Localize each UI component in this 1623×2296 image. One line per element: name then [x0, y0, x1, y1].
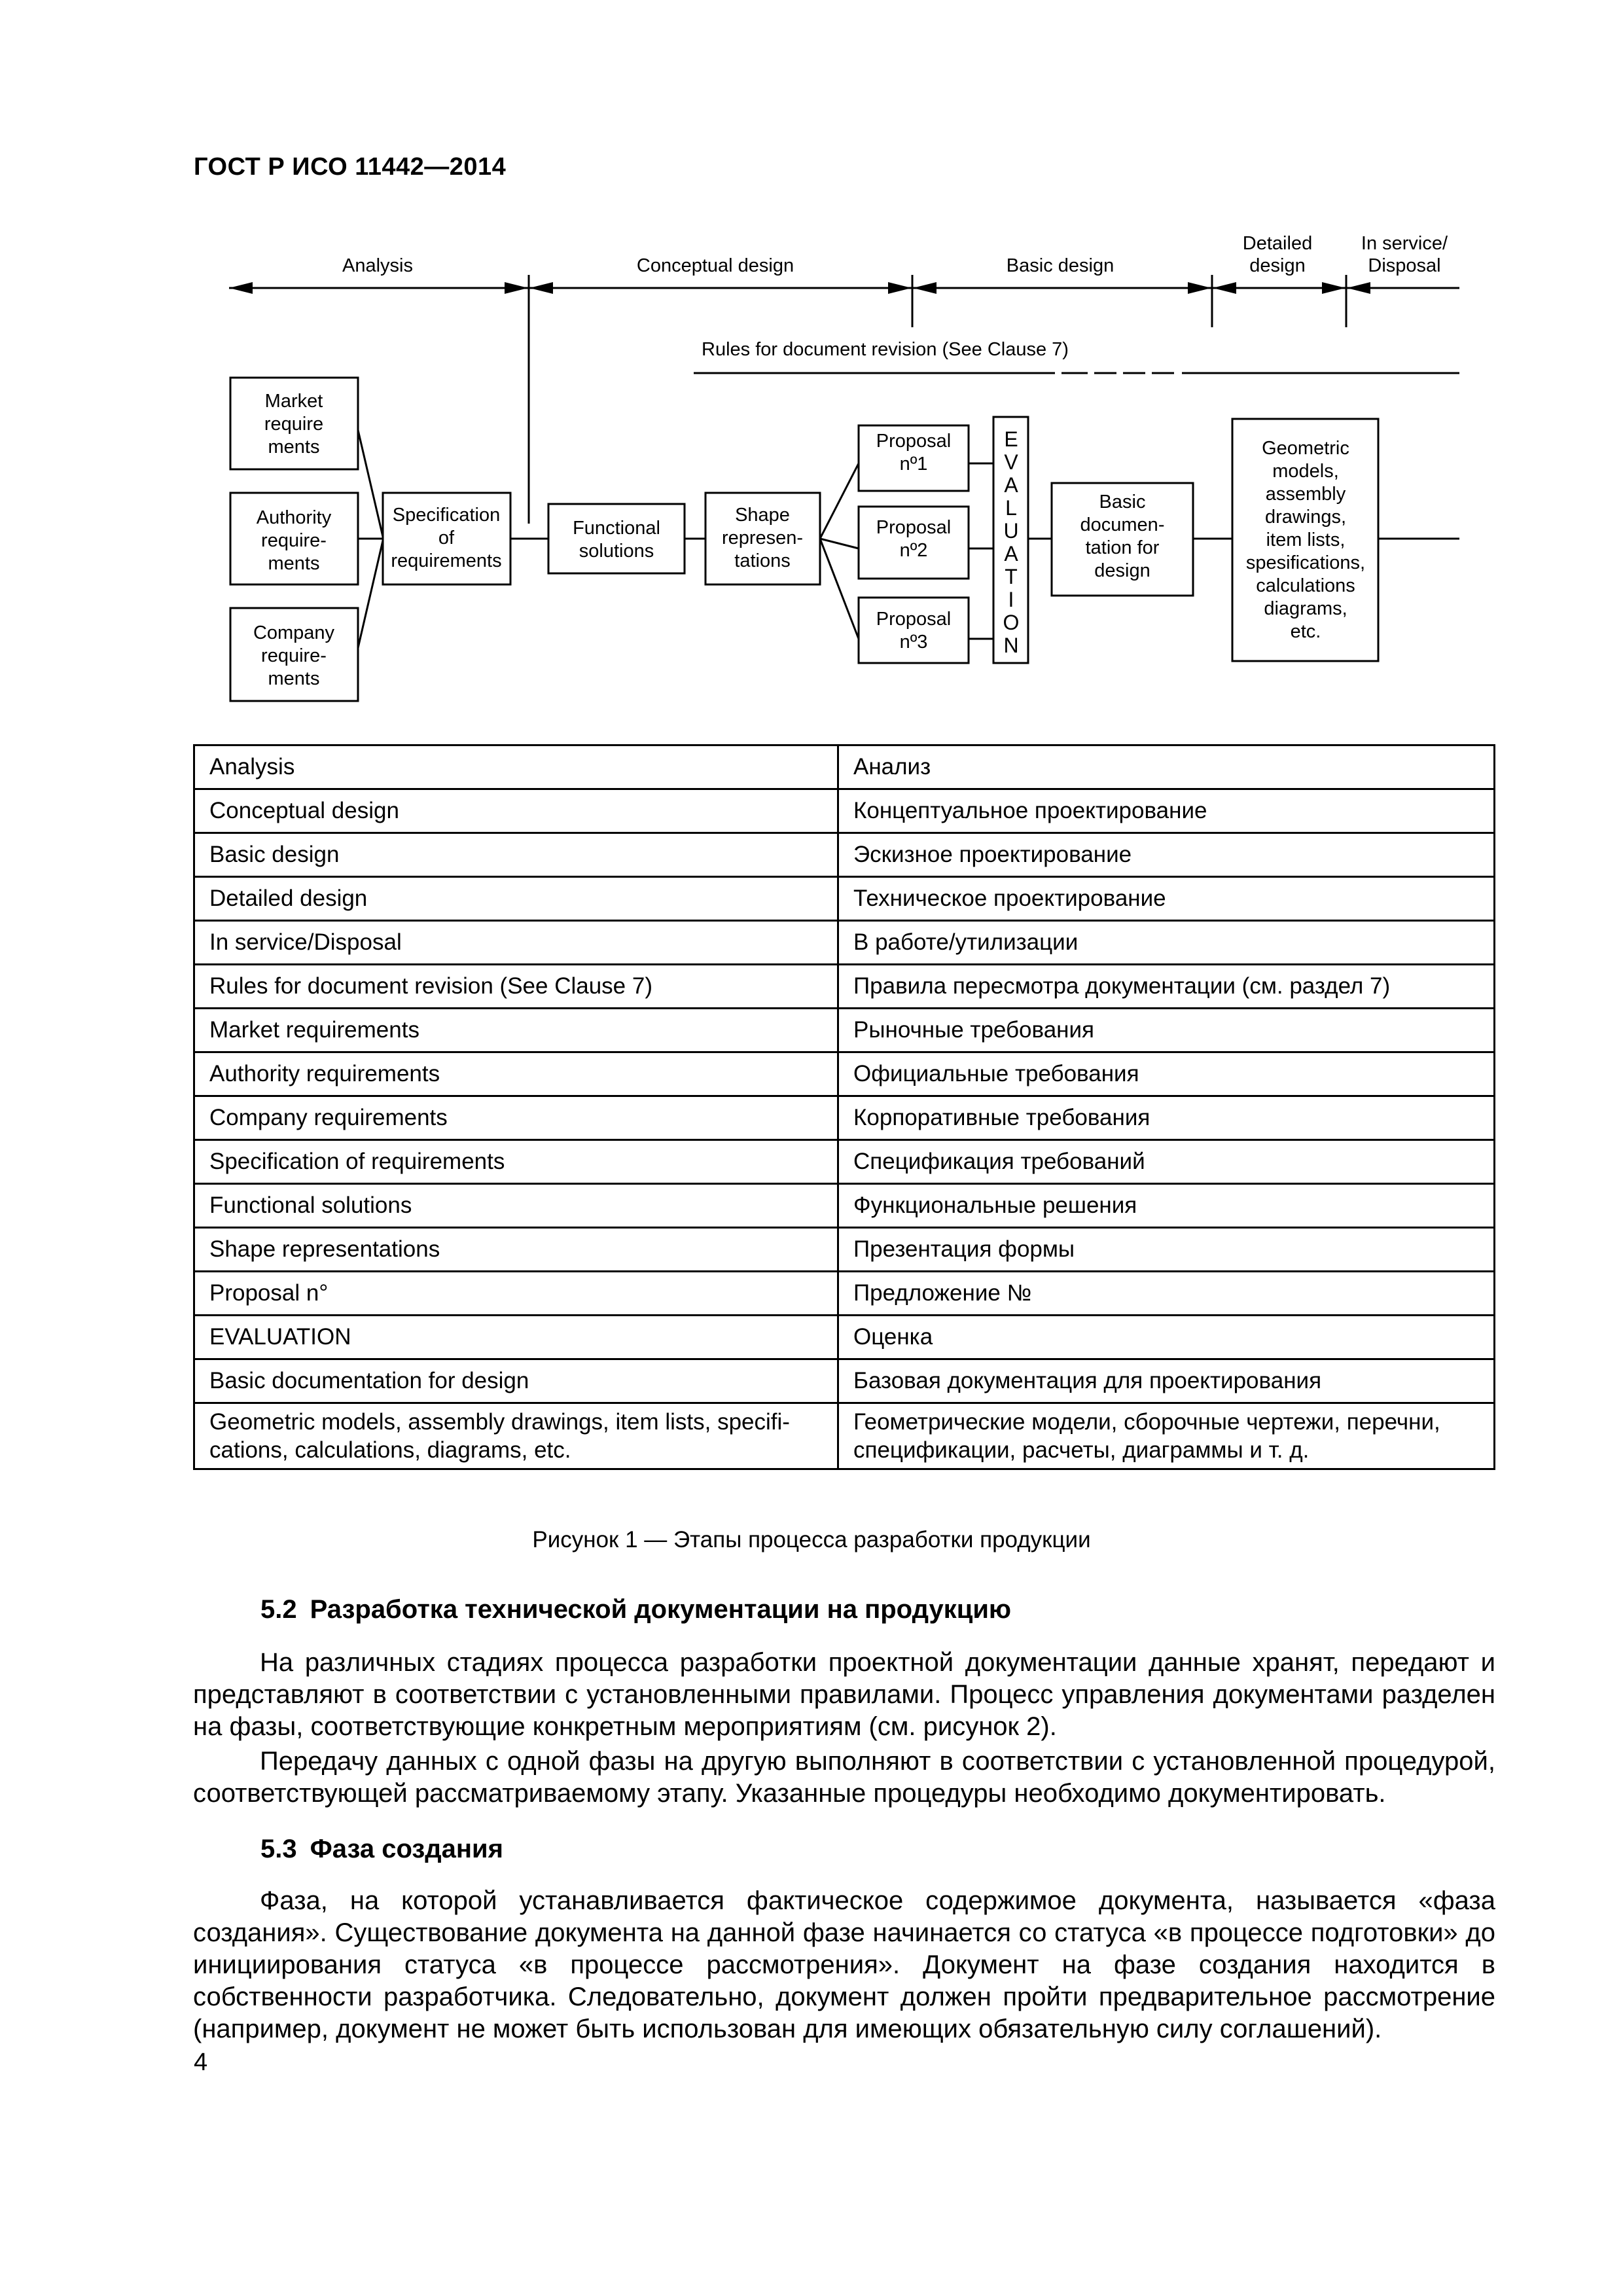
table-row — [194, 877, 1495, 921]
table-row — [194, 965, 1495, 1009]
authority-line2: require- — [261, 530, 327, 551]
evaluation-letter: E — [1004, 427, 1018, 451]
geometric-line9: etc. — [1290, 621, 1321, 642]
shape-line2: represen- — [721, 528, 804, 548]
table-cell-ru: Функциональные решения — [838, 1184, 1495, 1228]
table-cell-ru: Концептуальное проектирование — [838, 789, 1495, 833]
document-header: ГОСТ Р ИСО 11442—2014 — [194, 153, 507, 181]
table-cell-en: Authority requirements — [194, 1052, 838, 1096]
table-row — [194, 1228, 1495, 1272]
evaluation-letter: A — [1004, 542, 1018, 565]
evaluation-letter: U — [1003, 519, 1019, 543]
table-cell-en: In service/Disposal — [194, 921, 838, 965]
section-5-2-heading — [260, 1595, 1024, 1624]
geometric-line4: drawings, — [1264, 507, 1347, 528]
table-row — [194, 1359, 1495, 1403]
geometric-line3: assembly — [1265, 484, 1346, 505]
shape-line1: Shape — [735, 505, 790, 526]
table-row — [194, 745, 1495, 789]
table-cell-en: Rules for document revision (See Clause 7) — [194, 965, 838, 1009]
table-cell-ru: Корпоративные требования — [838, 1096, 1495, 1140]
company-line2: require- — [261, 645, 327, 666]
market-line1: Market — [264, 391, 323, 412]
table-cell-en: Analysis — [194, 745, 838, 789]
table-cell-ru: Правила пересмотра документации (см. раздел 7) — [838, 965, 1495, 1009]
functional-solutions-box — [548, 504, 685, 573]
table-cell-en: Market requirements — [194, 1009, 838, 1052]
section-title: Фаза создания — [310, 1835, 503, 1863]
table-cell-en: Proposal n° — [194, 1272, 838, 1316]
table-row — [194, 1184, 1495, 1228]
phase-conceptual-label: Conceptual design — [636, 255, 794, 276]
evaluation-letter: I — [1008, 588, 1014, 611]
table-cell-en: Basic design — [194, 833, 838, 877]
basic-doc-line3: tation for — [1085, 537, 1160, 558]
proposal2-line1: Proposal — [876, 517, 952, 538]
basic-doc-line2: documen- — [1080, 514, 1165, 535]
geometric-line7: calculations — [1256, 575, 1355, 596]
table-cell-ru: Геометрические модели, сборочные чертежи, перечни, спецификации, расчеты, диаграммы и т. д. — [838, 1403, 1495, 1469]
section-5-3-heading — [260, 1835, 516, 1864]
market-line2: require — [264, 414, 324, 435]
table-cell-ru: Оценка — [838, 1316, 1495, 1359]
functional-line2: solutions — [579, 541, 654, 562]
rules-label: Rules for document revision (See Clause 7) — [702, 339, 1069, 360]
table-row — [194, 1272, 1495, 1316]
section-number: 5.3 — [260, 1835, 297, 1863]
evaluation-letter: T — [1005, 565, 1018, 588]
table-cell-ru: Эскизное проектирование — [838, 833, 1495, 877]
evaluation-letter: N — [1003, 634, 1019, 657]
basic-doc-line4: design — [1094, 560, 1150, 581]
specification-line3: requirements — [391, 550, 502, 571]
table-row — [194, 1316, 1495, 1359]
specification-line1: Specification — [392, 505, 501, 526]
geometric-line6: spesifications, — [1245, 552, 1366, 573]
table-cell-en: EVALUATION — [194, 1316, 838, 1359]
phase-detailed-label-line2: design — [1249, 255, 1306, 276]
table-row — [194, 1403, 1495, 1469]
evaluation-letter: L — [1005, 496, 1017, 520]
table-cell-ru: Спецификация требований — [838, 1140, 1495, 1184]
phase-analysis-label: Analysis — [342, 255, 413, 276]
translation-table — [193, 744, 1495, 1470]
figure-caption: Рисунок 1 — Этапы процесса разработки продукции — [532, 1527, 1091, 1552]
basic-doc-line1: Basic — [1099, 492, 1146, 512]
geometric-line2: models, — [1272, 461, 1339, 482]
evaluation-letter: V — [1004, 450, 1018, 474]
phase-basic-label: Basic design — [1006, 255, 1115, 276]
table-cell-ru: Предложение № — [838, 1272, 1495, 1316]
table-row — [194, 1009, 1495, 1052]
proposal3-line2: nº3 — [899, 632, 928, 653]
specification-line2: of — [438, 528, 455, 548]
section-number: 5.2 — [260, 1595, 297, 1624]
proposal3-line1: Proposal — [876, 609, 952, 630]
table-cell-en: Functional solutions — [194, 1184, 838, 1228]
table-cell-en: Specification of requirements — [194, 1140, 838, 1184]
company-line1: Company — [253, 622, 335, 643]
product-development-diagram — [0, 0, 1623, 726]
geometric-line8: diagrams, — [1264, 598, 1347, 619]
table-cell-ru: Рыночные требования — [838, 1009, 1495, 1052]
geometric-line1: Geometric — [1262, 438, 1349, 459]
table-cell-en: Detailed design — [194, 877, 838, 921]
table-row — [194, 833, 1495, 877]
proposal2-line2: nº2 — [899, 540, 928, 561]
table-cell-ru: Официальные требования — [838, 1052, 1495, 1096]
table-row — [194, 921, 1495, 965]
table-cell-ru: Техническое проектирование — [838, 877, 1495, 921]
authority-line1: Authority — [256, 507, 332, 528]
phase-detailed-label-line1: Detailed — [1242, 233, 1313, 254]
phase-inservice-label-line2: Disposal — [1368, 255, 1441, 276]
section-5-2-paragraph-1: На различных стадиях процесса разработки проектной документации данные хранят, передают и представляют в соответствии с установленными правилами. Процесс управления документами разделен на фазы, соответствующие конкретным мероприятиям (см. рисунок 2). — [193, 1648, 1495, 1741]
table-row — [194, 1052, 1495, 1096]
geometric-line5: item lists, — [1266, 529, 1346, 550]
table-cell-en: Basic documentation for design — [194, 1359, 838, 1403]
section-5-3-paragraph-1: Фаза, на которой устанавливается фактическое содержимое документа, называется «фаза создания». Существование документа на данной фазе начинается со статуса «в процессе подготовки» до инициирования статуса «в процессе рассмотрения». Документ на фазе создания находится в собственности разработчика. Следовательно, документ должен пройти предварительное рассмотрение (например, документ не может быть использован для имеющих обязательную силу соглашений). — [193, 1886, 1495, 2043]
table-cell-ru: В работе/утилизации — [838, 921, 1495, 965]
page-number: 4 — [194, 2049, 208, 2076]
functional-line1: Functional — [573, 518, 660, 539]
market-line3: ments — [268, 437, 320, 457]
table-cell-ru: Базовая документация для проектирования — [838, 1359, 1495, 1403]
section-5-2-paragraph-2: Передачу данных с одной фазы на другую выполняют в соответствии с установленной процедурой, соответствующей рассматриваемому этапу. Указанные процедуры необходимо документировать. — [193, 1747, 1495, 1808]
table-row — [194, 1096, 1495, 1140]
table-cell-en: Geometric models, assembly drawings, item lists, specifi-cations, calculations, diagrams, etc. — [194, 1403, 838, 1469]
table-cell-en: Company requirements — [194, 1096, 838, 1140]
proposal3-box — [859, 598, 969, 663]
evaluation-letter: O — [1003, 611, 1020, 634]
table-row — [194, 789, 1495, 833]
company-line3: ments — [268, 668, 320, 689]
table-cell-en: Conceptual design — [194, 789, 838, 833]
proposal1-line2: nº1 — [899, 454, 928, 475]
table-row — [194, 1140, 1495, 1184]
table-cell-en: Shape representations — [194, 1228, 838, 1272]
section-title: Разработка технической документации на продукцию — [310, 1595, 1012, 1624]
shape-line3: tations — [734, 550, 791, 571]
table-cell-ru: Презентация формы — [838, 1228, 1495, 1272]
authority-line3: ments — [268, 553, 320, 574]
phase-inservice-label-line1: In service/ — [1361, 233, 1448, 254]
table-cell-ru: Анализ — [838, 745, 1495, 789]
evaluation-letter: A — [1004, 473, 1018, 497]
proposal1-line1: Proposal — [876, 431, 952, 452]
